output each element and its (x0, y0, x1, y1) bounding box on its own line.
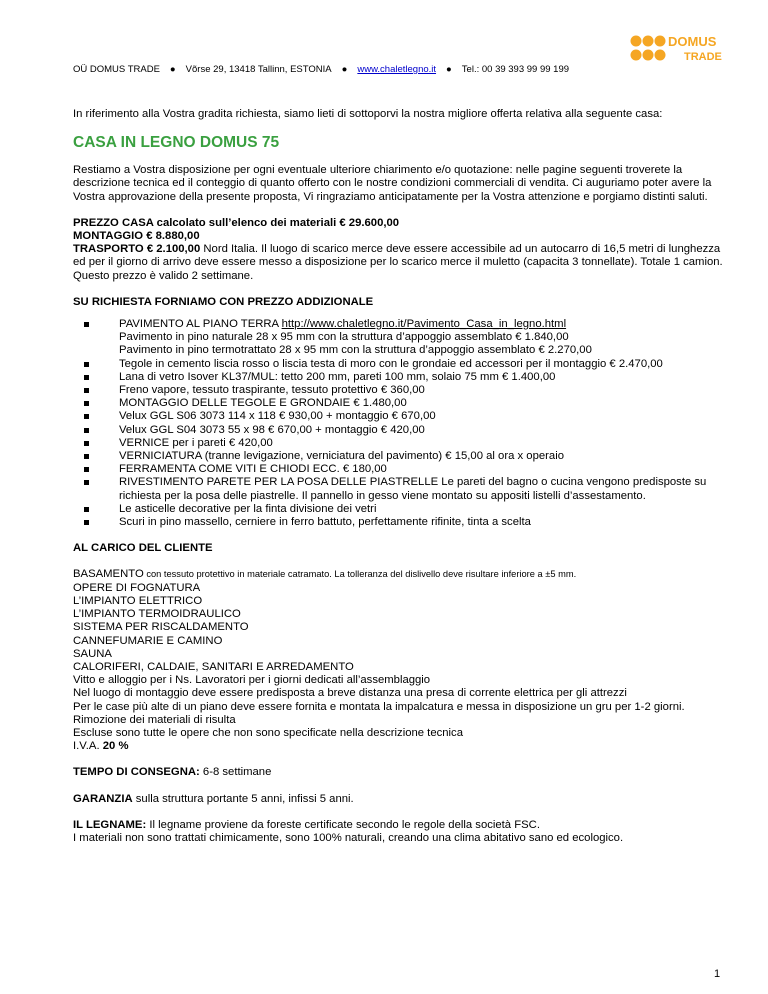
list-item: RIVESTIMENTO PARETE PER LA POSA DELLE PIASTRELLE Le pareti del bagno o cucina vengono predisposte su richiesta per la posa delle piastrelle. Il pannello in gesso viene montato su appositi listelli d’assestamento. (119, 476, 723, 502)
floor-option-2: Pavimento in pino termotrattato 28 x 95 mm con la struttura d’appoggio assemblato € 2.270,00 (119, 344, 592, 357)
warranty-label: GARANZIA (73, 792, 133, 805)
client-heading: AL CARICO DEL CLIENTE (73, 542, 213, 555)
extras-section (73, 296, 723, 529)
client-line: Vitto e alloggio per i Ns. Lavoratori per i giorni dedicati all’assemblaggio (73, 674, 431, 687)
extras-heading: SU RICHIESTA FORNIAMO CON PREZZO ADDIZIONALE (73, 295, 374, 308)
floor-title: PAVIMENTO AL PIANO TERRA (119, 318, 282, 331)
list-item: Le asticelle decorative per la finta divisione dei vetri (119, 503, 723, 516)
transport-price: TRASPORTO € 2.100,00 (73, 243, 201, 256)
letterhead (73, 63, 569, 76)
list-item: Scuri in pino massello, cerniere in ferro battuto, perfettamente rifinite, tinta a scelta (119, 516, 723, 529)
extras-list (73, 318, 723, 529)
bullet-icon: ● (341, 64, 348, 75)
list-item: Lana di vetro Isover KL37/MUL: tetto 200 mm, pareti 100 mm, solaio 75 mm € 1.400,00 (119, 371, 723, 384)
list-item (119, 318, 723, 358)
company-name: OÜ DOMUS TRADE (73, 64, 160, 75)
base-details: con tessuto protettivo in materiale catramato. La tolleranza del dislivello deve risultare inferiore a ±5 mm. (143, 569, 577, 580)
floor-option-1: Pavimento in pino naturale 28 x 95 mm con la struttura d’appoggio assemblato € 1.840,00 (119, 331, 569, 344)
client-line: Rimozione dei materiali di risulta (73, 713, 236, 726)
wood-label: IL LEGNAME: (73, 818, 147, 831)
list-item: Velux GGL S06 3073 114 x 118 € 930,00 + montaggio € 670,00 (119, 410, 723, 423)
list-item: FERRAMENTA COME VITI E CHIODI ECC. € 180,00 (119, 463, 723, 476)
logo-text-top: DOMUS (668, 34, 717, 49)
transport-details: Nord Italia. Il luogo di scarico merce deve essere accessibile ad un autocarro di 16,5 metri di lunghezza ed per il giorno di arrivo deve essere messo a disposizione per lo scarico merce il muletto (capacita 3 tonnellate). Totale 1 camion. Questo prezzo è valido 2 settimane. (73, 243, 723, 282)
delivery-value: 6-8 settimane (199, 766, 272, 779)
list-item: Freno vapore, tessuto traspirante, tessuto protettivo € 360,00 (119, 384, 723, 397)
client-line: L’IMPIANTO ELETTRICO (73, 594, 203, 607)
intro-text: In riferimento alla Vostra gradita richiesta, siamo lieti di sottoporvi la nostra migliore offerta relativa alla seguente casa: (73, 108, 663, 120)
client-line: L’IMPIANTO TERMOIDRAULICO (73, 608, 241, 621)
client-line: Escluse sono tutte le opere che non sono specificate nella descrizione tecnica (73, 726, 463, 739)
delivery-label: TEMPO DI CONSEGNA: (73, 766, 200, 779)
logo-text-bottom: TRADE (684, 51, 722, 63)
wood-line-2: I materiali non sono trattati chimicamente, sono 100% naturali, creando una clima abitativo sano ed ecologico. (73, 831, 624, 844)
vat-label: I.V.A. (73, 740, 103, 753)
bullet-icon: ● (169, 64, 176, 75)
client-line: Per le case più alte di un piano deve essere fornita e montata la impalcatura e messa in disposizione un gru per 1-2 giorni. (73, 700, 685, 713)
company-address: Võrse 29, 13418 Tallinn, ESTONIA (185, 64, 332, 75)
price-section (73, 217, 723, 283)
assembly-price: MONTAGGIO € 8.880,00 (73, 230, 200, 243)
list-item: Velux GGL S04 3073 55 x 98 € 670,00 + montaggio € 420,00 (119, 424, 723, 437)
client-line: CANNEFUMARIE E CAMINO (73, 634, 223, 647)
wood-value: Il legname proviene da foreste certificate secondo le regole della società FSC. (146, 818, 540, 831)
house-price: PREZZO CASA calcolato sull’elenco dei materiali € 29.600,00 (73, 216, 400, 229)
warranty-value: sulla struttura portante 5 anni, infissi 5 anni. (132, 792, 354, 805)
client-line: OPERE DI FOGNATURA (73, 581, 201, 594)
client-line: SAUNA (73, 647, 112, 660)
company-phone: Tel.: 00 39 393 99 99 199 (461, 64, 570, 75)
list-item: MONTAGGIO DELLE TEGOLE E GRONDAIE € 1.480,00 (119, 397, 723, 410)
domus-trade-logo (628, 33, 730, 65)
base-label: BASAMENTO (73, 568, 144, 581)
list-item: Tegole in cemento liscia rosso o liscia testa di moro con le grondaie ed accessori per il montaggio € 2.470,00 (119, 358, 723, 371)
page-title: CASA IN LEGNO DOMUS 75 (73, 134, 280, 152)
document-body (73, 108, 723, 845)
vat-value: 20 % (102, 740, 129, 753)
client-line: CALORIFERI, CALDAIE, SANITARI E ARREDAMENTO (73, 660, 354, 673)
website-link[interactable]: www.chaletlegno.it (357, 64, 437, 75)
client-line: SISTEMA PER RISCALDAMENTO (73, 621, 249, 634)
bullet-icon: ● (446, 64, 452, 75)
page-number: 1 (714, 968, 721, 980)
floor-link[interactable]: http://www.chaletlegno.it/Pavimento_Casa_in_legno.html (281, 318, 567, 331)
list-item: VERNICE per i pareti € 420,00 (119, 437, 723, 450)
client-section (73, 542, 723, 753)
intro-paragraph: Restiamo a Vostra disposizione per ogni eventuale ulteriore chiarimento e/o quotazione: nelle pagine seguenti troverete la descrizione tecnica ed il conteggio di quanto offerto con le nostre condizioni commerciali di vendita. Ci auguriamo poter avere la Vostra approvazione della presente proposta, Vi ringraziamo anticipatamente per la Vostra attenzione e porgiamo distinti saluti. (73, 164, 712, 203)
list-item: VERNICIATURA (tranne levigazione, verniciatura del pavimento) € 15,00 al ora x operaio (119, 450, 723, 463)
client-line: Nel luogo di montaggio deve essere predisposta a breve distanza una presa di corrente elettrica per gli attrezzi (73, 687, 627, 700)
